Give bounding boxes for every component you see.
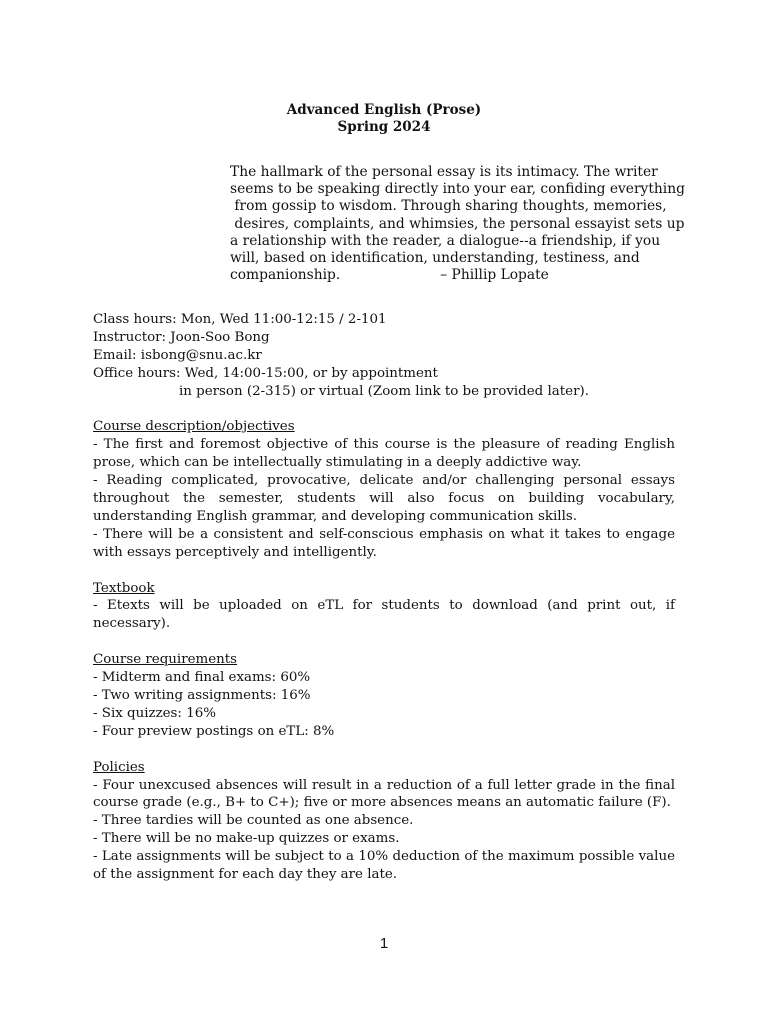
requirement-item: - Midterm and final exams: 60% [93, 670, 311, 686]
epigraph-line: a relationship with the reader, a dialogue--a friendship, if you [230, 232, 661, 249]
office-location: in person (2-315) or virtual (Zoom link to be provided later). [179, 383, 589, 399]
epigraph-line: companionship. [230, 267, 341, 284]
epigraph-quote [230, 164, 690, 284]
policy-item: - Three tardies will be counted as one absence. [93, 813, 414, 829]
course-title: Advanced English (Prose) [286, 102, 482, 118]
section-heading-description: Course description/objectives [93, 419, 295, 435]
instructor: Instructor: Joon-Soo Bong [93, 329, 270, 345]
email: Email: isbong@snu.ac.kr [93, 347, 262, 363]
epigraph-line: will, based on identification, understanding, testiness, and [230, 250, 640, 267]
epigraph-line: desires, complaints, and whimsies, the personal essayist sets up [230, 215, 685, 232]
epigraph-author: – Phillip Lopate [440, 267, 549, 284]
policy-item: - Four unexcused absences will result in a reduction of a full letter grade in the final course grade (e.g., B+ to C+); five or more absences means an automatic failure (F). [93, 777, 675, 811]
description-item: - There will be a consistent and self-conscious emphasis on what it takes to engage with essays perceptively and intelligently. [93, 526, 675, 560]
epigraph-line: seems to be speaking directly into your ear, confiding everything [230, 181, 685, 198]
requirement-item: - Six quizzes: 16% [93, 705, 216, 721]
section-heading-policies: Policies [93, 759, 145, 775]
policy-item: - There will be no make-up quizzes or exams. [93, 831, 400, 847]
description-item: - The first and foremost objective of this course is the pleasure of reading English prose, which can be intellectually stimulating in a deeply addictive way. [93, 437, 675, 471]
policy-item: - Late assignments will be subject to a 10% deduction of the maximum possible value of the assignment for each day they are late. [93, 849, 675, 883]
document-title [0, 102, 768, 136]
epigraph-line: The hallmark of the personal essay is its intimacy. The writer [230, 164, 658, 180]
epigraph-last-line [230, 267, 690, 284]
syllabus-body [93, 311, 675, 884]
epigraph-line: from gossip to wisdom. Through sharing thoughts, memories, [230, 198, 667, 215]
section-heading-textbook: Textbook [93, 580, 155, 596]
requirement-item: - Two writing assignments: 16% [93, 687, 311, 703]
office-hours: Office hours: Wed, 14:00-15:00, or by appointment [93, 365, 438, 381]
textbook-item: - Etexts will be uploaded on eTL for students to download (and print out, if necessary). [93, 598, 675, 632]
section-heading-requirements: Course requirements [93, 652, 238, 668]
description-item: - Reading complicated, provocative, delicate and/or challenging personal essays throughout the semester, students will also focus on building vocabulary, understanding English grammar, and developing communication skills. [93, 473, 675, 524]
semester: Spring 2024 [337, 119, 431, 135]
class-hours: Class hours: Mon, Wed 11:00-12:15 / 2-101 [93, 312, 387, 327]
page-number: 1 [379, 935, 389, 952]
requirement-item: - Four preview postings on eTL: 8% [93, 723, 335, 739]
